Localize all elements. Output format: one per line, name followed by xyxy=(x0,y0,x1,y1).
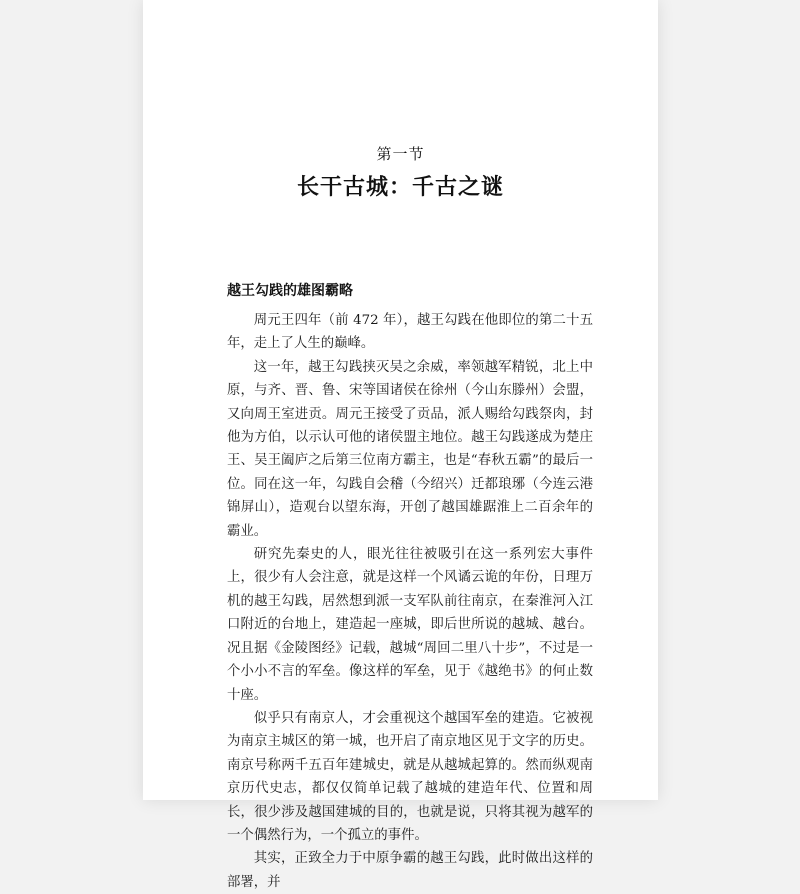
section-label: 第一节 xyxy=(376,145,425,163)
sub-heading: 越王勾践的雄图霸略 xyxy=(227,283,353,299)
book-page xyxy=(143,0,658,890)
paragraph: 这一年，越王勾践挟灭吴之余威，率领越军精锐，北上中原，与齐、晋、鲁、宋等国诸侯在徐州（今山东滕州）会盟，又向周王室进贡。周元王接受了贡品，派人赐给勾践祭肉，封他为方伯，以示认可他的诸侯盟主地位。越王勾践遂成为楚庄王、吴王阖庐之后第三位南方霸主，也是“春秋五霸”的最后一位。同在这一年，勾践自会稽（今绍兴）迁都琅琊（今连云港锦屏山），造观台以望东海，开创了越国雄踞淮上二百余年的霸业。 xyxy=(227,359,593,539)
body-text xyxy=(227,309,593,894)
paragraph: 周元王四年（前 472 年），越王勾践在他即位的第二十五年，走上了人生的巅峰。 xyxy=(227,313,593,352)
chapter-title: 长干古城：千古之谜 xyxy=(296,175,504,200)
paragraph: 研究先秦史的人，眼光往往被吸引在这一系列宏大事件上，很少有人会注意，就是这样一个风谲云诡的年份，日理万机的越王勾践，居然想到派一支军队前往南京，在秦淮河入江口附近的台地上，建造起一座城，即后世所说的越城、越台。况且据《金陵图经》记载，越城“周回二里八十步”，不过是一个小小不言的军垒。像这样的军垒，见于《越绝书》的何止数十座。 xyxy=(227,547,593,703)
paragraph: 似乎只有南京人，才会重视这个越国军垒的建造。它被视为南京主城区的第一城，也开启了南京地区见于文字的历史。南京号称两千五百年建城史，就是从越城起算的。然而纵观南京历代史志，都仅仅简单记载了越城的建造年代、位置和周长，很少涉及越国建城的目的，也就是说，只将其视为越军的一个偶然行为，一个孤立的事件。 xyxy=(227,710,593,843)
paragraph: 其实，正致全力于中原争霸的越王勾践，此时做出这样的部署，并 xyxy=(227,851,593,890)
